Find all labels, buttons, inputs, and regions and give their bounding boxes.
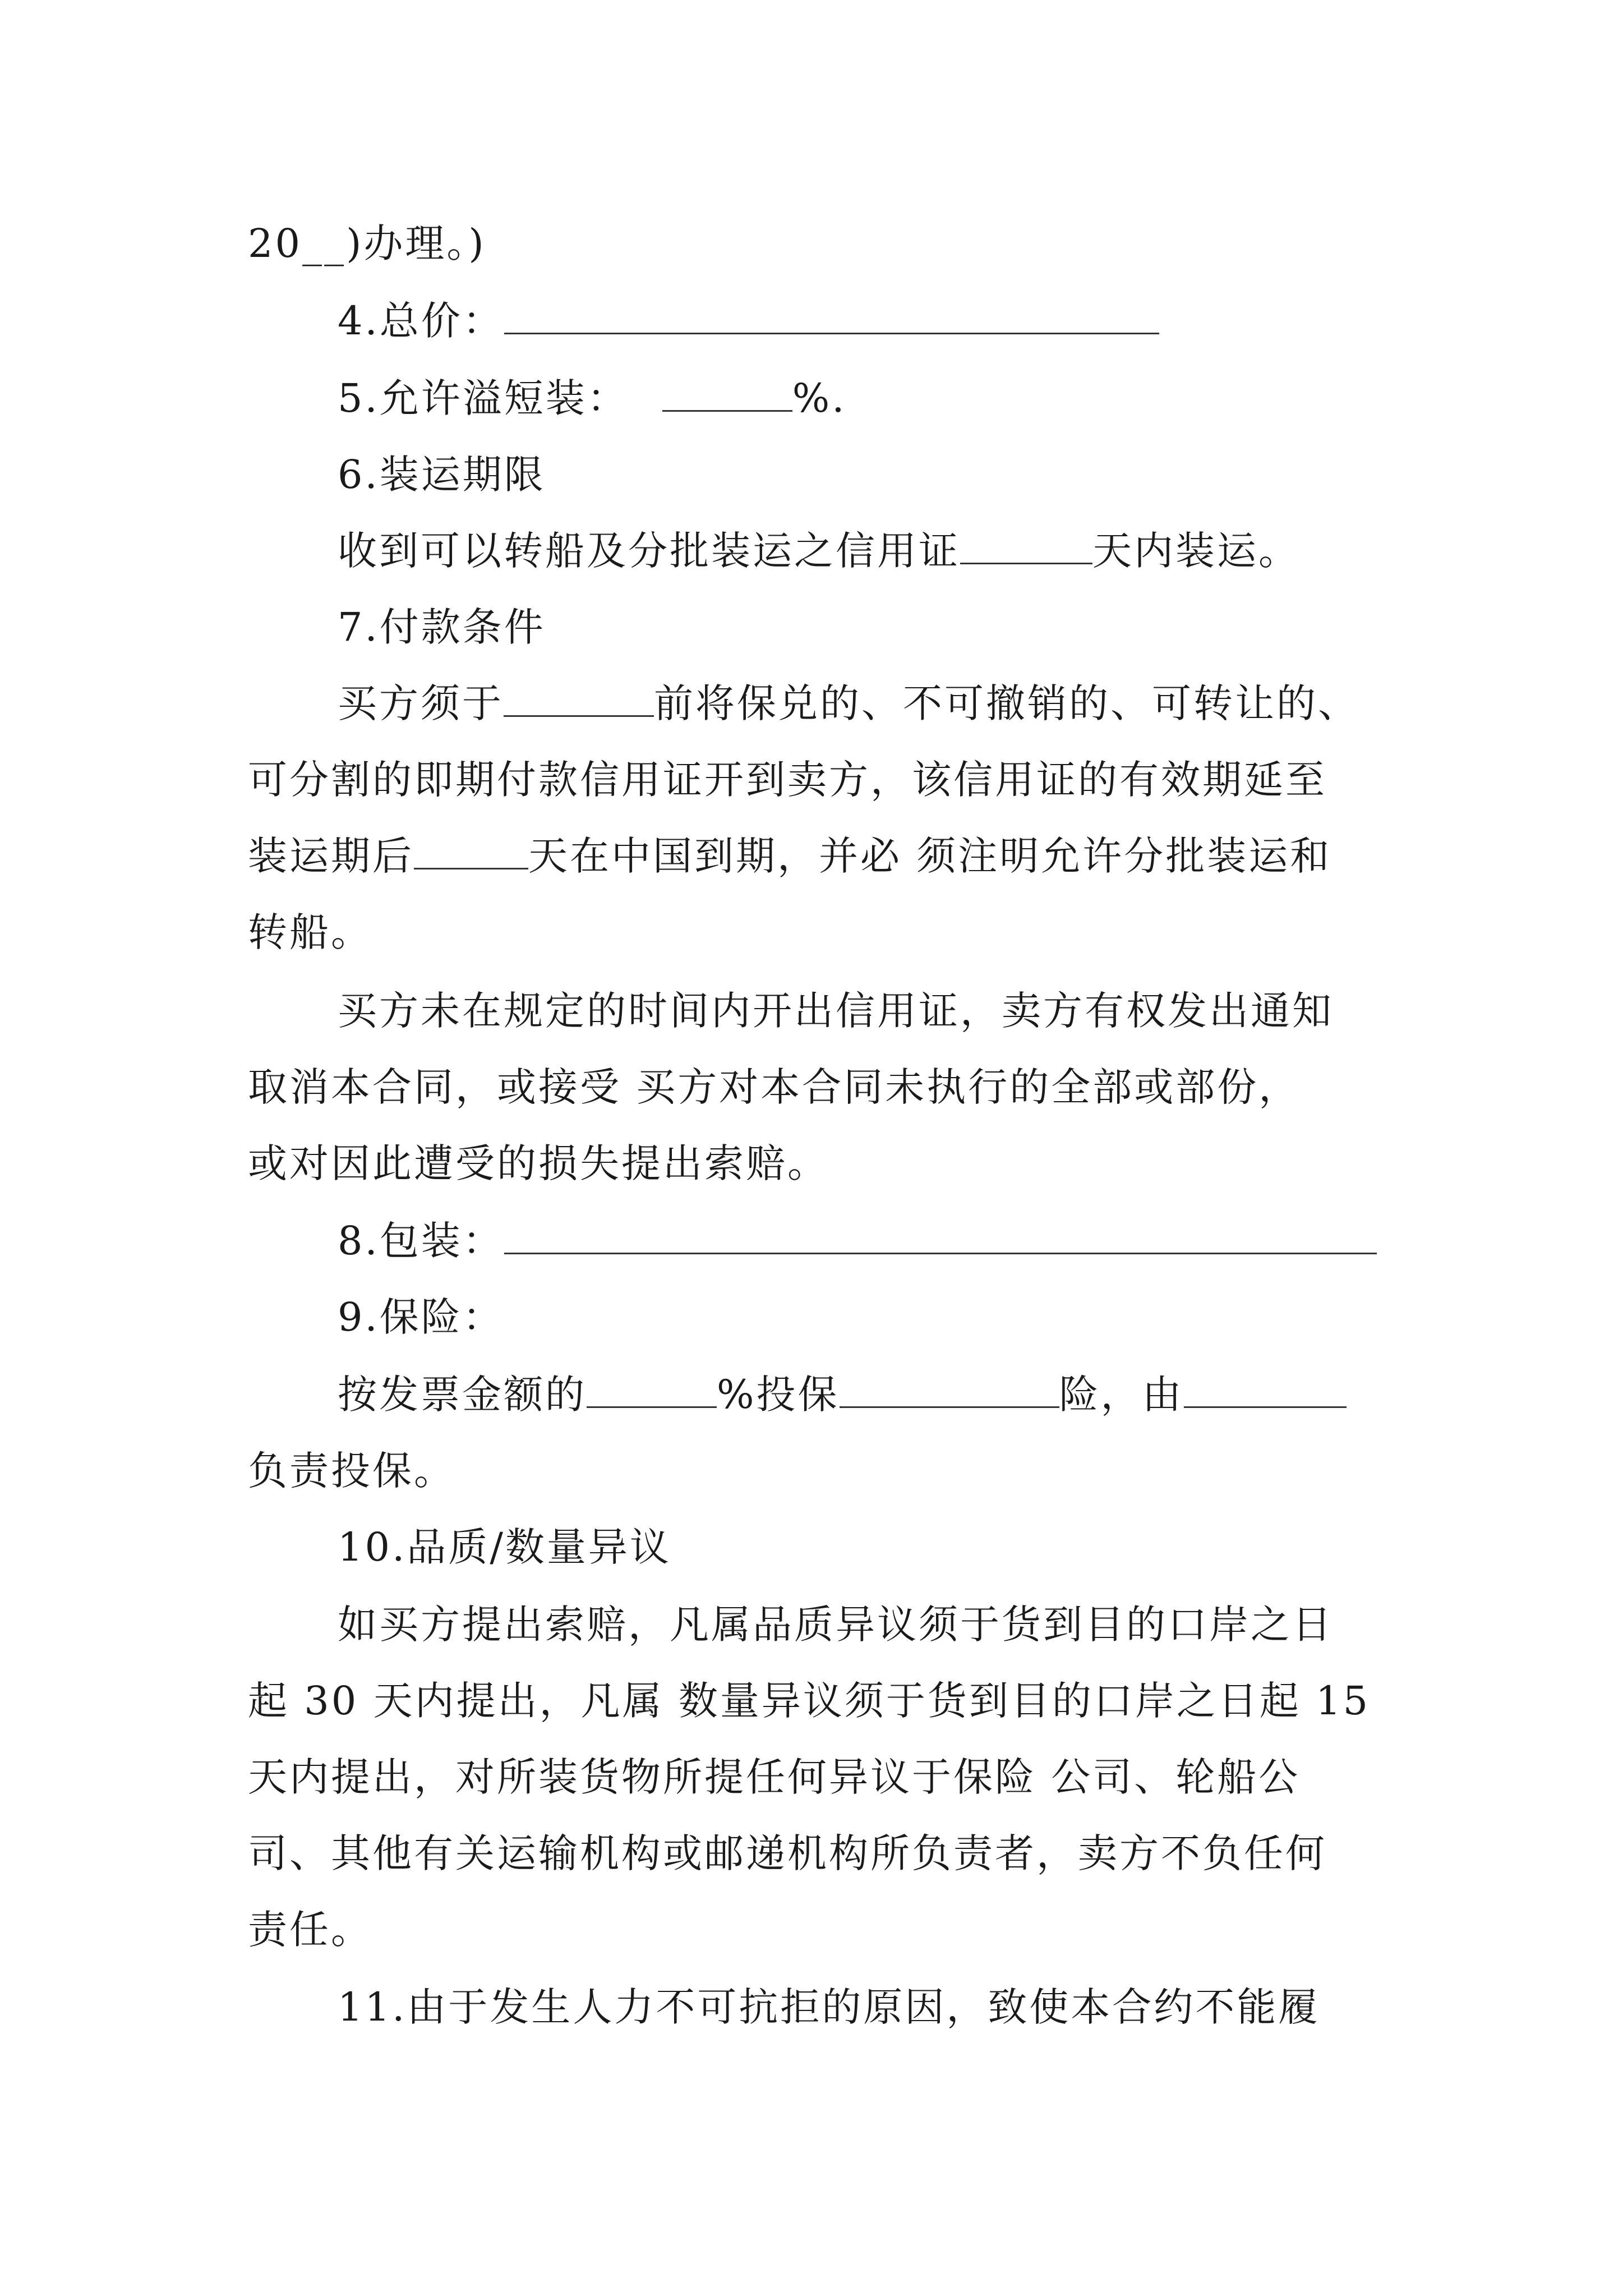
text-segment: 按发票金额的: [338, 1372, 587, 1418]
text-segment: 9.保险：: [338, 1294, 504, 1340]
text-segment: 11.由于发生人力不可抗拒的原因，致使本合约不能履: [338, 1984, 1320, 2030]
text-line: [338, 523, 1300, 579]
text-line: [338, 983, 1334, 1039]
text-line: [338, 1596, 1334, 1653]
text-segment: 转船。: [248, 909, 372, 955]
text-segment: 20: [248, 220, 303, 266]
text-segment: 买方须于: [338, 680, 504, 726]
text-line: [248, 1135, 829, 1191]
text-line: [248, 904, 372, 960]
text-segment: 司、其他有关运输机构或邮递机构所负责者，卖方不负任何: [248, 1830, 1327, 1876]
text-segment: 负责投保。: [248, 1448, 455, 1494]
fill-in-blank: [1184, 1372, 1347, 1408]
text-line: [248, 1059, 1300, 1115]
text-segment: 天内提出，对所装货物所提任何异议于保险 公司、轮船公: [248, 1754, 1301, 1800]
text-segment: )办理。): [346, 220, 486, 266]
text-line: [338, 1289, 504, 1345]
text-segment: 5.允许溢短装：: [338, 375, 629, 421]
text-line: [248, 215, 486, 272]
text-segment: __: [302, 220, 347, 266]
text-segment: 取消本合同，或接受 买方对本合同未执行的全部或部份，: [248, 1064, 1301, 1110]
text-segment: 可分割的即期付款信用证开到卖方，该信用证的有效期延至: [248, 757, 1327, 803]
text-segment: 4.总价：: [338, 298, 504, 344]
text-line: [338, 599, 546, 655]
text-line: [248, 1825, 1327, 1881]
text-line: [338, 370, 847, 426]
text-segment: 6.装运期限: [338, 452, 546, 498]
text-line: [338, 293, 1159, 349]
text-segment: %投保: [717, 1372, 840, 1418]
text-segment: 如买方提出索赔，凡属品质异议须于货到目的口岸之日: [338, 1602, 1334, 1648]
text-segment: 或对因此遭受的损失提出索赔。: [248, 1140, 829, 1186]
text-line: [338, 1213, 1377, 1269]
fill-in-blank: [414, 833, 528, 869]
fill-in-blank: [840, 1372, 1059, 1408]
text-line: [338, 447, 546, 503]
fill-in-blank: [960, 528, 1092, 564]
text-line: [248, 1443, 455, 1499]
text-line: [338, 1366, 1347, 1423]
text-segment: 8.包装：: [338, 1218, 504, 1264]
text-segment: %.: [792, 375, 847, 421]
text-line: [248, 1673, 1370, 1729]
text-line: [248, 828, 1331, 884]
fill-in-blank: [662, 375, 792, 412]
text-segment: 责任。: [248, 1907, 372, 1953]
text-segment: 天在中国到期，并必 须注明允许分批装运和: [528, 833, 1332, 879]
text-line: [248, 1902, 372, 1958]
text-segment: 收到可以转船及分批装运之信用证: [338, 528, 960, 574]
text-line: [248, 752, 1327, 808]
fill-in-blank: [504, 1218, 1377, 1254]
text-line: [248, 1749, 1300, 1805]
fill-in-blank: [587, 1372, 717, 1408]
fill-in-blank: [504, 680, 654, 717]
fill-in-blank: [504, 298, 1159, 334]
text-line: [338, 1979, 1320, 2035]
text-segment: 前将保兑的、不可撤销的、可转让的、: [654, 680, 1359, 726]
text-segment: 10.品质/数量异议: [338, 1524, 671, 1570]
text-line: [338, 1519, 671, 1575]
text-segment: 险，由: [1059, 1372, 1184, 1418]
text-line: [338, 675, 1359, 731]
text-segment: 7.付款条件: [338, 604, 546, 650]
text-segment: 天内装运。: [1092, 528, 1300, 574]
text-segment: 买方未在规定的时间内开出信用证，卖方有权发出通知: [338, 988, 1334, 1034]
text-segment: 起 30 天内提出，凡属 数量异议须于货到目的口岸之日起 15: [248, 1678, 1371, 1724]
text-segment: 装运期后: [248, 833, 414, 879]
